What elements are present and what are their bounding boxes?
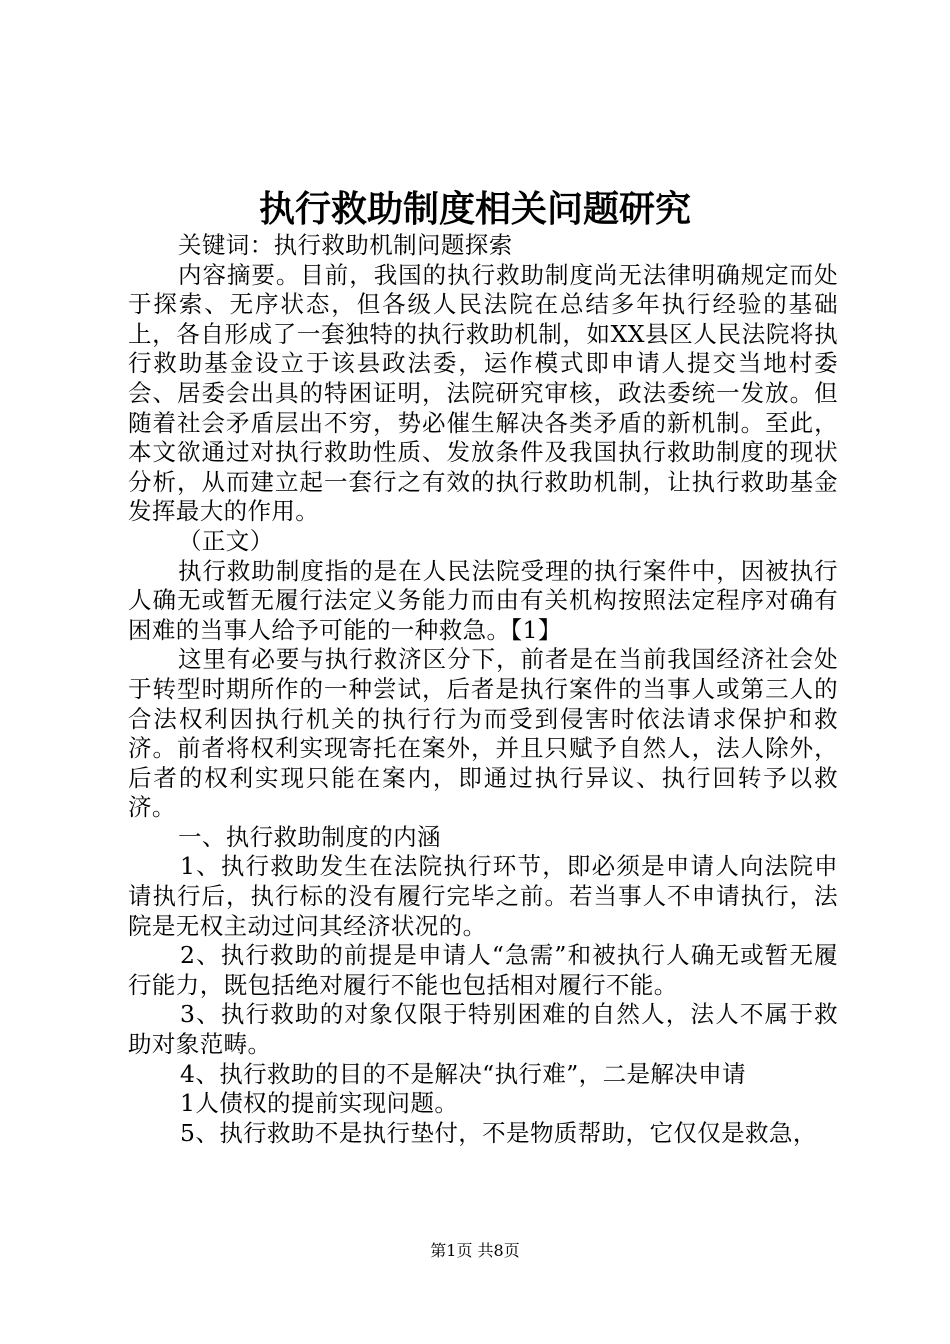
- list-item: 1、执行救助发生在法院执行环节，即必须是申请人向法院申请执行后，执行标的没有履行完毕之前。若当事人不申请执行，法院是无权主动过问其经济状况的。: [128, 852, 838, 940]
- body-paragraph: 执行救助制度指的是在人民法院受理的执行案件中，因被执行人确无或暂无履行法定义务能力而由有关机构按照法定程序对确有困难的当事人给予可能的一种救急。【1】: [128, 556, 838, 644]
- body-marker: （正文）: [178, 526, 274, 555]
- list-item: 1人债权的提前实现问题。: [180, 1089, 459, 1118]
- list-item: 2、执行救助的前提是申请人“急需”和被执行人确无或暂无履行能力，既包括绝对履行不能也包括相对履行不能。: [128, 941, 838, 999]
- page-footer: 第1页 共8页: [430, 1241, 520, 1260]
- list-item: 5、执行救助不是执行垫付，不是物质帮助，它仅仅是救急，: [180, 1118, 817, 1147]
- body-paragraph: 这里有必要与执行救济区分下，前者是在当前我国经济社会处于转型时期所作的一种尝试，后者是执行案件的当事人或第三人的合法权利因执行机关的执行行为而受到侵害时依法请求保护和救济。前者将权利实现寄托在案外，并且只赋予自然人，法人除外，后者的权利实现只能在案内，即通过执行异议、执行回转予以救济。: [128, 645, 838, 822]
- document-title: 执行救助制度相关问题研究: [258, 188, 691, 230]
- document-body: [128, 231, 838, 1148]
- abstract-paragraph: 内容摘要。目前，我国的执行救助制度尚无法律明确规定而处于探索、无序状态，但各级人民法院在总结多年执行经验的基础上，各自形成了一套独特的执行救助机制，如XX县区人民法院将执行救助基金设立于该县政法委，运作模式即申请人提交当地村委会、居委会出具的特困证明，法院研究审核，政法委统一发放。但随着社会矛盾层出不穷，势必催生解决各类矛盾的新机制。至此，本文欲通过对执行救助性质、发放条件及我国执行救助制度的现状分析，从而建立起一套行之有效的执行救助机制，让执行救助基金发挥最大的作用。: [128, 260, 838, 526]
- list-item: 4、执行救助的目的不是解决“执行难”，二是解决申请: [180, 1059, 746, 1088]
- section-heading: 一、执行救助制度的内涵: [178, 822, 441, 851]
- keywords-line: 关键词：执行救助机制问题探索: [178, 231, 513, 259]
- list-item: 3、执行救助的对象仅限于特别困难的自然人，法人不属于救助对象范畴。: [128, 1000, 838, 1059]
